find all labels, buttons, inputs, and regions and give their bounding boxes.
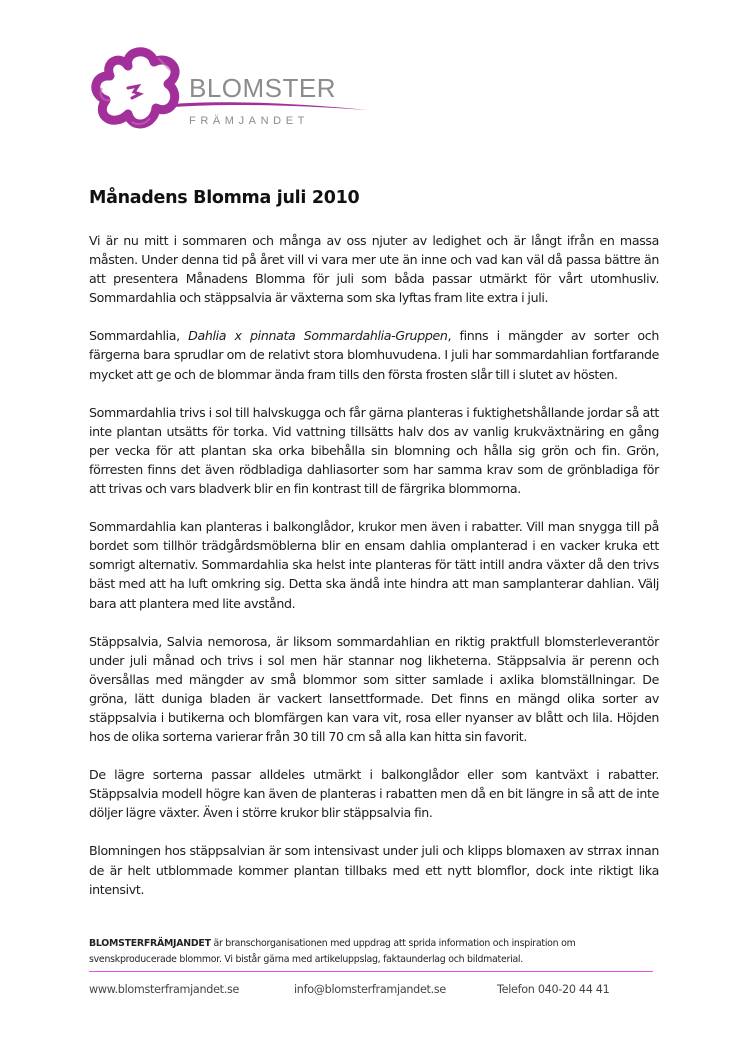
paragraph-rest: , finns i mängder av sorter och färgerna bara sprudlar om de relativt stora blomhuvudena. I juli har sommardahlian fortfarande mycket att ge och de blommar ända fram tills den första frosten slår till i slutet av hösten. xyxy=(89,328,659,382)
organization-description: är branschorganisationen med uppdrag att sprida information och inspiration om svenskproducerade blommor. Vi bistår gärna med artikeluppslag, faktaunderlag och bildmaterial. xyxy=(89,938,576,965)
website-link[interactable]: www.blomsterframjandet.se xyxy=(89,983,240,996)
organization-name: BLOMSTERFRÄMJANDET xyxy=(89,938,211,949)
paragraph-intro: Vi är nu mitt i sommaren och många av oss njuter av ledighet och är långt ifrån en massa måsten. Under denna tid på året vill vi vara mer ute än inne och vad kan väl då passa bättre än att presentera Månadens Blomma för juli som båda passar utmärkt för vårt utomhusliv. Sommardahlia och stäppsalvia är växterna som ska lyftas fram lite extra i juli. xyxy=(89,233,659,306)
brand-logo xyxy=(88,44,368,134)
paragraph-sommardahlia-planting: Sommardahlia kan planteras i balkonglådor, krukor men även i rabatter. Vill man snygga till på bordet som tillhör trädgårdsmöblerna blir en ensam dahlia omplanterad i en vacker kruka ett somrigt alternativ. Sommardahlia ska helst inte planteras för tätt intill andra växter då den trivs bäst med att ha luft omkring sig. Detta ska ändå inte hindra att man samplanterar dahlian. Välj bara att plantera med lite avstånd. xyxy=(89,519,659,611)
phone-number: Telefon 040-20 44 41 xyxy=(497,983,610,996)
document-title: Månadens Blomma juli 2010 xyxy=(89,188,360,208)
email-link[interactable]: info@blomsterframjandet.se xyxy=(294,983,447,996)
paragraph-sommardahlia-care: Sommardahlia trivs i sol till halvskugga och får gärna planteras i fuktighetshållande jordar så att inte plantan utsätts för torka. Vid vattning tillsätts halv dos av vanlig krukväxtnäring en gång per vecka för att plantan ska orka bibehålla sin blomning och hålla sig grön och fin. Grön, förresten finns det även rödbladiga dahliasorter som har samma krav som de grönbladiga för att trivas och vars bladverk blir en fin kontrast till de färgrika blommorna. xyxy=(89,404,659,497)
logo-wordmark: BLOMSTER xyxy=(189,73,337,103)
paragraph-stappsalvia-bloom: Blomningen hos stäppsalvian är som intensivast under juli och klipps blomaxen av strrax innan de är helt utblommade kommer plantan tillbaks med ett nytt blomflor, dock inte riktigt lika intensivt. xyxy=(89,843,659,897)
latin-name: Dahlia x pinnata Sommardahlia-Gruppen xyxy=(188,328,448,344)
paragraph-stappsalvia-intro: Stäppsalvia, Salvia nemorosa, är liksom sommardahlian en riktig praktfull blomsterleverantör under juli månad och trivs i sol men här stannar nog likheterna. Stäppsalvia är perenn och översållas med mängder av små blommor som sitter samlade i axlika blomställningar. De gröna, lätt duniga bladen är vackert lansettformade. Det finns en mängd olika sorter av stäppsalvia i butikerna och blomfärgen kan vara vit, rosa eller nyanser av blått och lila. Höjden hos de olika sorterna varierar från 30 till 70 cm så alla kan hitta sin favorit. xyxy=(89,633,659,745)
logo-subtitle: FRÄMJANDET xyxy=(189,115,309,127)
organization-note xyxy=(89,936,659,968)
flower-icon xyxy=(88,44,184,136)
logo-swoosh xyxy=(172,98,368,114)
document-body xyxy=(89,231,659,918)
footer-divider xyxy=(89,971,653,972)
paragraph-stappsalvia-use: De lägre sorterna passar alldeles utmärkt i balkonglådor eller som kantväxt i rabatter. Stäppsalvia modell högre kan även de planteras i rabatten men då en bit längre in så att de inte döljer lägre växter. Även i större krukor blir stäppsalvia fin. xyxy=(89,767,659,821)
paragraph-lead: Sommardahlia, xyxy=(89,328,189,344)
paragraph-sommardahlia-intro xyxy=(89,326,659,383)
